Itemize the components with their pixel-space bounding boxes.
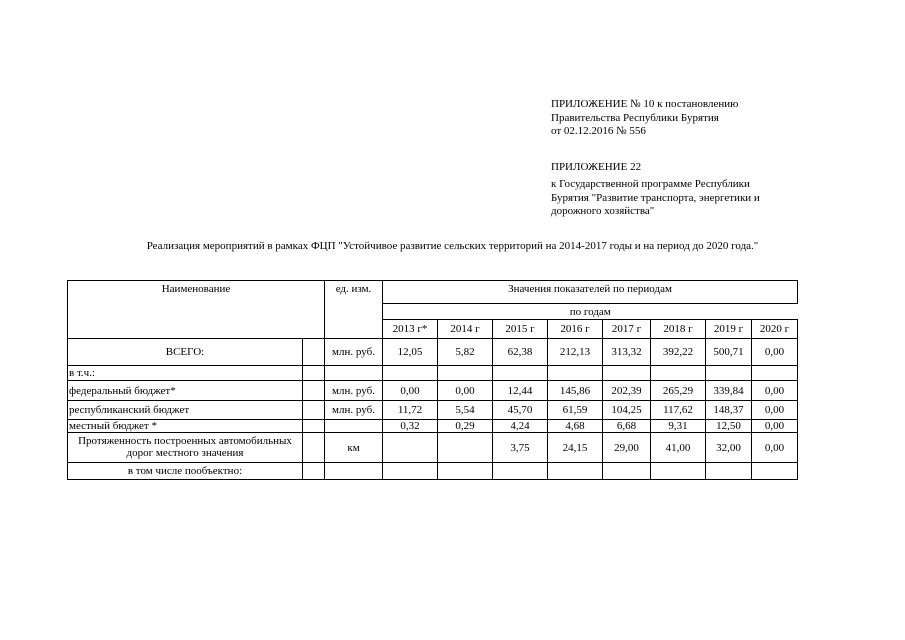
row-value xyxy=(548,366,603,381)
row-value xyxy=(383,366,438,381)
year-header: 2014 г xyxy=(438,320,493,339)
row-value: 24,15 xyxy=(548,433,603,463)
table-row xyxy=(68,420,798,433)
row-name: федеральный бюджет* xyxy=(68,381,303,401)
row-value: 61,59 xyxy=(548,401,603,420)
row-value: 148,37 xyxy=(706,401,752,420)
row-value xyxy=(383,463,438,480)
row-value xyxy=(752,463,798,480)
row-unit: млн. руб. xyxy=(325,339,383,366)
row-unit: млн. руб. xyxy=(325,401,383,420)
appendix-22-line-3: Бурятия "Развитие транспорта, энергетики и xyxy=(551,191,760,204)
row-value xyxy=(603,366,651,381)
appendix-10-line-3: от 02.12.2016 № 556 xyxy=(551,125,646,137)
row-value: 145,86 xyxy=(548,381,603,401)
row-spacer xyxy=(303,463,325,480)
appendix-22-line-1: ПРИЛОЖЕНИЕ 22 xyxy=(551,160,642,173)
row-value: 9,31 xyxy=(651,420,706,433)
table-row xyxy=(68,339,798,366)
row-value xyxy=(493,366,548,381)
row-value: 6,68 xyxy=(603,420,651,433)
row-value: 202,39 xyxy=(603,381,651,401)
row-unit xyxy=(325,366,383,381)
table-row xyxy=(68,463,798,480)
row-spacer xyxy=(303,339,325,366)
row-value: 29,00 xyxy=(603,433,651,463)
row-value: 0,32 xyxy=(383,420,438,433)
row-value: 392,22 xyxy=(651,339,706,366)
row-value: 3,75 xyxy=(493,433,548,463)
row-unit xyxy=(325,463,383,480)
year-header: 2015 г xyxy=(493,320,548,339)
row-value: 62,38 xyxy=(493,339,548,366)
appendix-10-line-1: ПРИЛОЖЕНИЕ № 10 к постановлению xyxy=(551,98,739,110)
indicators-table xyxy=(67,280,798,480)
row-value xyxy=(548,463,603,480)
row-name: местный бюджет * xyxy=(68,420,303,433)
year-header: 2013 г* xyxy=(383,320,438,339)
appendix-header xyxy=(551,98,760,219)
row-value xyxy=(603,463,651,480)
row-value: 4,68 xyxy=(548,420,603,433)
row-value: 12,05 xyxy=(383,339,438,366)
row-value: 0,00 xyxy=(752,401,798,420)
row-spacer xyxy=(303,401,325,420)
row-unit xyxy=(325,420,383,433)
row-value: 32,00 xyxy=(706,433,752,463)
row-value: 212,13 xyxy=(548,339,603,366)
year-header: 2019 г xyxy=(706,320,752,339)
row-value: 0,00 xyxy=(752,381,798,401)
row-value: 45,70 xyxy=(493,401,548,420)
row-spacer xyxy=(303,366,325,381)
row-name: Протяженность построенных автомобильных дорог местного значения xyxy=(68,433,303,463)
table-row xyxy=(68,433,798,463)
row-value: 0,29 xyxy=(438,420,493,433)
year-header: 2020 г xyxy=(752,320,798,339)
row-value: 313,32 xyxy=(603,339,651,366)
row-value: 0,00 xyxy=(752,339,798,366)
row-name: ВСЕГО: xyxy=(68,339,303,366)
row-value: 0,00 xyxy=(438,381,493,401)
table-row xyxy=(68,381,798,401)
row-value: 0,00 xyxy=(752,433,798,463)
row-value: 41,00 xyxy=(651,433,706,463)
header-unit: ед. изм. xyxy=(325,281,383,339)
appendix-10-line-2: Правительства Республики Бурятия xyxy=(551,111,719,124)
row-value xyxy=(706,463,752,480)
row-value xyxy=(438,463,493,480)
row-value: 339,84 xyxy=(706,381,752,401)
row-value: 104,25 xyxy=(603,401,651,420)
table-row xyxy=(68,366,798,381)
row-value xyxy=(438,366,493,381)
row-unit: км xyxy=(325,433,383,463)
year-header: 2017 г xyxy=(603,320,651,339)
row-value xyxy=(651,463,706,480)
row-value xyxy=(706,366,752,381)
row-value: 500,71 xyxy=(706,339,752,366)
row-value: 117,62 xyxy=(651,401,706,420)
header-name: Наименование xyxy=(68,281,325,339)
table-row xyxy=(68,401,798,420)
appendix-22-line-4: дорожного хозяйства" xyxy=(551,205,655,217)
year-header: 2016 г xyxy=(548,320,603,339)
row-value: 265,29 xyxy=(651,381,706,401)
row-value: 0,00 xyxy=(383,381,438,401)
row-value xyxy=(651,366,706,381)
document-title: Реализация мероприятий в рамках ФЦП "Устойчивое развитие сельских территорий на 2014-2017 годы и на период до 2020 года." xyxy=(146,240,759,252)
row-spacer xyxy=(303,381,325,401)
header-values: Значения показателей по периодам xyxy=(383,281,798,304)
appendix-22-line-2: к Государственной программе Республики xyxy=(551,178,750,190)
row-unit: млн. руб. xyxy=(325,381,383,401)
header-by-years: по годам xyxy=(383,304,798,320)
row-value: 12,44 xyxy=(493,381,548,401)
row-value: 11,72 xyxy=(383,401,438,420)
row-value xyxy=(438,433,493,463)
row-value: 12,50 xyxy=(706,420,752,433)
year-header: 2018 г xyxy=(651,320,706,339)
row-name: в том числе пообъектно: xyxy=(68,463,303,480)
row-value xyxy=(383,433,438,463)
row-name: в т.ч.: xyxy=(68,366,303,381)
row-value: 5,82 xyxy=(438,339,493,366)
row-value xyxy=(493,463,548,480)
row-value xyxy=(752,366,798,381)
row-value: 4,24 xyxy=(493,420,548,433)
row-value: 5,54 xyxy=(438,401,493,420)
row-spacer xyxy=(303,420,325,433)
row-name: республиканский бюджет xyxy=(68,401,303,420)
row-spacer xyxy=(303,433,325,463)
row-value: 0,00 xyxy=(752,420,798,433)
